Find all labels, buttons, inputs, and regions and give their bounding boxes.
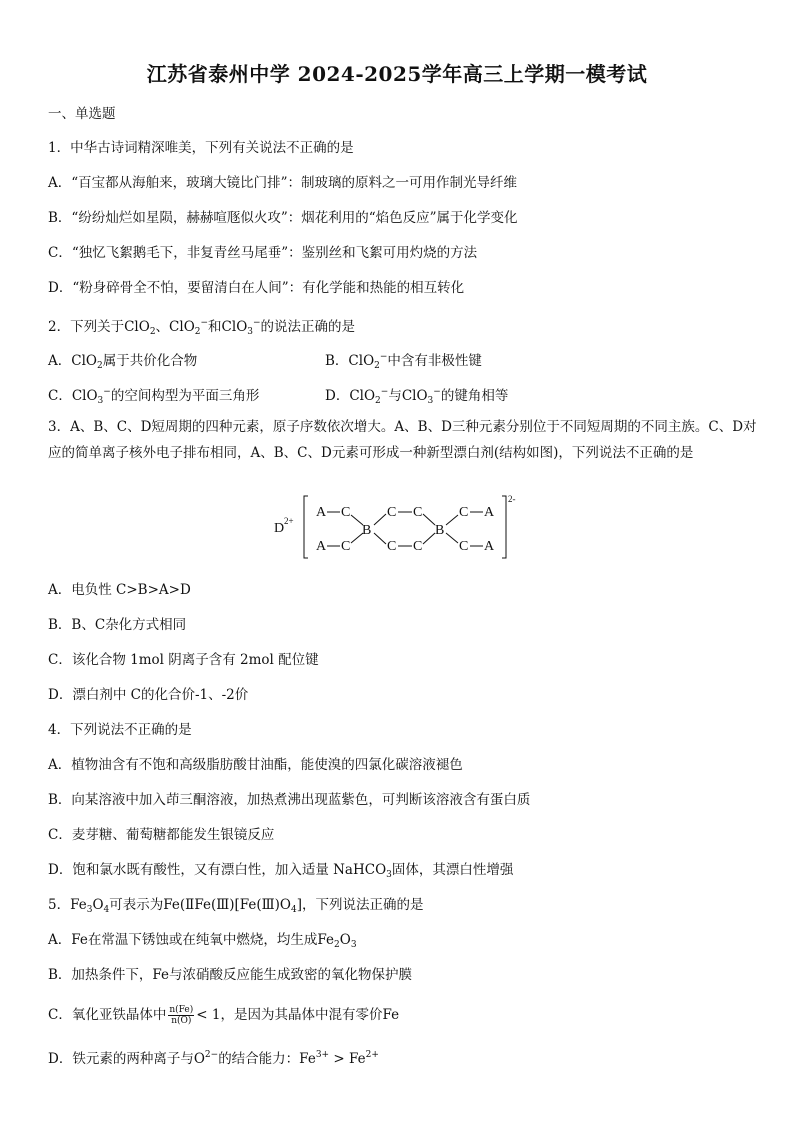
q4-stem: 4．下列说法不正确的是 bbox=[48, 722, 192, 738]
q5-option-c: C．氧化亚铁晶体中 $\frac{n(Fe)}{n(O)}$ < 1，是因为其晶体中混有零价Fe bbox=[48, 1005, 400, 1026]
atom-b: B bbox=[362, 523, 372, 538]
q2-option-d: D．ClO$_2$−与ClO$_3$−的键角相等 bbox=[325, 387, 509, 406]
q3-option-b: B．B、C杂化方式相同 bbox=[48, 617, 187, 633]
q3-option-c: C．该化合物 1mol 阴离子含有 2mol 配位键 bbox=[48, 652, 319, 668]
q3-option-a: A．电负性 C>B>A>D bbox=[48, 582, 191, 598]
q1-option-a: A．“百宝都从海舶来，玻璃大镜比门排”：制玻璃的原料之一可用作制光导纤维 bbox=[48, 175, 518, 191]
cation-symbol: D bbox=[274, 521, 285, 536]
left-bracket bbox=[304, 496, 308, 558]
atom-a: A bbox=[484, 505, 495, 520]
atom-c: C bbox=[341, 539, 351, 554]
page-title: 江苏省泰州中学 2024-2025学年高三上学期一模考试 bbox=[146, 62, 648, 86]
q4-option-d: D．饱和氯水既有酸性，又有漂白性，加入适量 NaHCO$_3$固体，其漂白性增强 bbox=[48, 862, 514, 880]
atom-c: C bbox=[387, 505, 397, 520]
atom-c: C bbox=[459, 505, 469, 520]
q5-stem: 5．$Fe_3O_4$可表示为$Fe(ⅡFe(Ⅲ)[Fe(Ⅲ)O_4]$，下列说法正确的是 bbox=[48, 897, 424, 915]
atom-b: B bbox=[435, 523, 445, 538]
q5-option-d: D．铁元素的两种离子与$O^{2-}$的结合能力：$Fe^{3+} > Fe^{2+}$ bbox=[48, 1050, 379, 1067]
atom-c: C bbox=[413, 505, 423, 520]
atom-a: A bbox=[484, 539, 495, 554]
anion-charge: 2- bbox=[508, 494, 516, 504]
q1-option-b: B．“纷纷灿烂如星陨，赫赫喧豗似火攻”：烟花利用的“焰色反应”属于化学变化 bbox=[48, 210, 518, 226]
q3-stem: 3．A、B、C、D短周期的四种元素，原子序数依次增大。A、B、D三种元素分别位于不同短周期的不同主族。C、D对应的简单离子核外电子排布相同，A、B、C、D元素可形成一种新型漂白剂(结构如图)，下列说法不正确的是 bbox=[48, 419, 757, 461]
q5-option-a: A．Fe在常温下锈蚀或在纯氧中燃烧，均生成$Fe_2O_3$ bbox=[48, 932, 357, 950]
atom-a: A bbox=[316, 539, 327, 554]
q2-option-a: A．ClO$_2$属于共价化合物 bbox=[48, 353, 198, 371]
q1-stem: 1．中华古诗词精深唯美，下列有关说法不正确的是 bbox=[48, 140, 354, 156]
q2-stem: 2．下列关于ClO$_2$、ClO$_2$−和ClO$_3$−的说法正确的是 bbox=[48, 318, 356, 337]
q3-structure-diagram bbox=[270, 488, 530, 564]
q4-option-c: C．麦芽糖、葡萄糖都能发生银镜反应 bbox=[48, 827, 275, 843]
q2-option-b: B．ClO$_2$−中含有非极性键 bbox=[325, 352, 482, 371]
q5-option-b: B．加热条件下，Fe与浓硝酸反应能生成致密的氧化物保护膜 bbox=[48, 967, 413, 983]
atom-c: C bbox=[387, 539, 397, 554]
q2-option-c: C．ClO$_3$−的空间构型为平面三角形 bbox=[48, 387, 260, 406]
q1-option-d: D．“粉身碎骨全不怕，要留清白在人间”：有化学能和热能的相互转化 bbox=[48, 280, 465, 296]
atom-c: C bbox=[341, 505, 351, 520]
section-heading: 一、单选题 bbox=[48, 106, 116, 122]
q1-option-c: C．“独忆飞絮鹅毛下，非复青丝马尾垂”：鉴别丝和飞絮可用灼烧的方法 bbox=[48, 245, 478, 261]
cation-charge: 2+ bbox=[284, 516, 294, 526]
atom-c: C bbox=[459, 539, 469, 554]
atom-a: A bbox=[316, 505, 327, 520]
q4-option-b: B．向某溶液中加入茚三酮溶液，加热煮沸出现蓝紫色，可判断该溶液含有蛋白质 bbox=[48, 792, 531, 808]
atom-c: C bbox=[413, 539, 423, 554]
q3-option-d: D．漂白剂中 C的化合价-1、-2价 bbox=[48, 687, 249, 703]
q4-option-a: A．植物油含有不饱和高级脂肪酸甘油酯，能使溴的四氯化碳溶液褪色 bbox=[48, 757, 463, 773]
fraction: $\frac{n(Fe)}{n(O)}$ bbox=[169, 1005, 194, 1026]
right-bracket bbox=[502, 496, 506, 558]
